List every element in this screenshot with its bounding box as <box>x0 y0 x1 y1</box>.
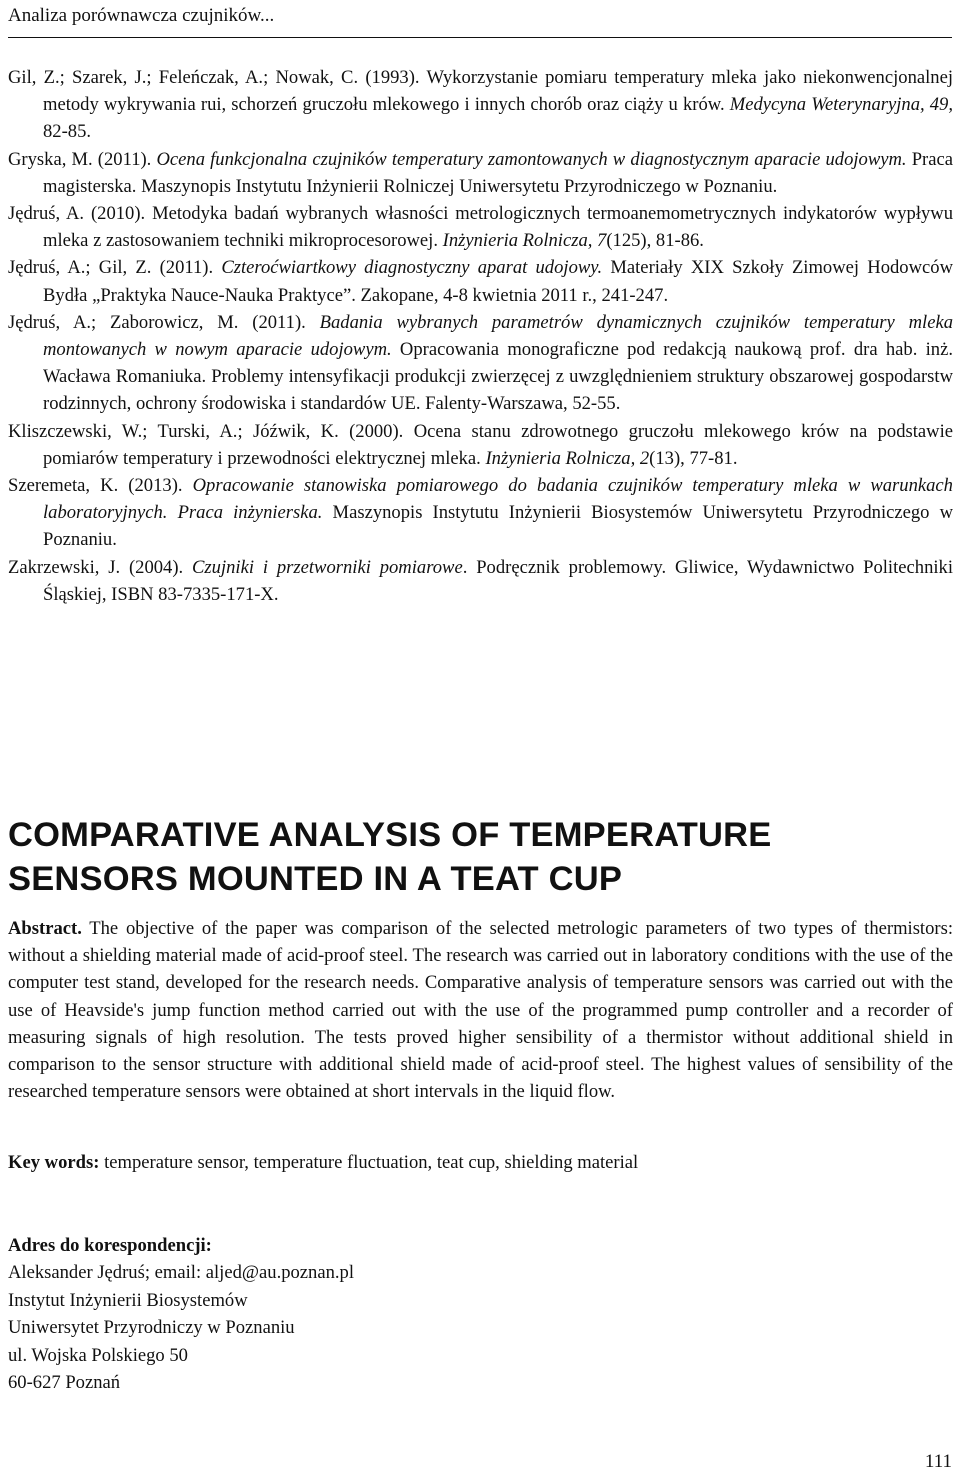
reference-jedrus-2010 <box>8 200 953 254</box>
english-title-line-1: COMPARATIVE ANALYSIS OF TEMPERATURE <box>8 816 772 854</box>
reference-tail: Praca magisterska. Maszynopis Instytutu Inżynierii Rolniczej Uniwersytetu Przyrodniczego w Poznaniu. <box>43 148 953 197</box>
reference-tail: . Podręcznik problemowy. Gliwice, Wydawnictwo Politechniki Śląskiej, ISBN 83-7335-171-X. <box>43 556 953 605</box>
correspondence-block <box>8 1232 953 1396</box>
reference-authors: Szeremeta, K. (2013). <box>8 475 193 497</box>
reference-authors: Gil, Z.; Szarek, J.; Feleńczak, A.; Nowak, C. (1993). <box>8 67 427 88</box>
reference-title: Ocena stanu zdrowotnego gruczołu mlekowego krów na podstawie pomiarów temperatury i przewodności elektrycznej mleka. <box>43 420 953 469</box>
keywords-paragraph <box>8 1149 953 1176</box>
reference-authors: Kliszczewski, W.; Turski, A.; Jóźwik, K. (2000). <box>8 420 414 442</box>
reference-title: Wykorzystanie pomiaru temperatury mleka jako niekonwencjonalnej metody wykrywania rui, schorzeń gruczołu mlekowego i innych chorób oraz ciąży u krów. <box>43 67 953 116</box>
reference-gil-1993 <box>8 64 953 146</box>
reference-authors: Jędruś, A.; Gil, Z. (2011). <box>8 257 222 279</box>
page-number: 111 <box>924 1451 952 1472</box>
keywords-text: temperature sensor, temperature fluctuation, teat cup, shielding material <box>99 1152 639 1173</box>
reference-zakrzewski-2004 <box>8 554 953 608</box>
reference-authors: Gryska, M. (2011). <box>8 148 157 170</box>
abstract-paragraph <box>8 915 953 1105</box>
english-title <box>8 813 953 901</box>
keywords-label: Key words: <box>8 1152 100 1173</box>
correspondence-line: Aleksander Jędruś; email: aljed@au.poznan.pl <box>8 1262 355 1284</box>
reference-kliszczewski-2000 <box>8 418 953 472</box>
correspondence-line: Uniwersytet Przyrodniczy w Poznaniu <box>8 1317 295 1339</box>
reference-tail: 82-85. <box>43 121 92 143</box>
reference-title: Badania wybranych parametrów dynamicznych czujników temperatury mleka montowanych w nowym aparacie udojowym. <box>43 311 953 361</box>
reference-tail: (125), 81-86. <box>606 230 704 252</box>
reference-source: Inżynieria Rolnicza, 2 <box>485 447 650 469</box>
english-title-line-2: SENSORS MOUNTED IN A TEAT CUP <box>8 860 623 898</box>
reference-szeremeta-2013 <box>8 472 953 554</box>
reference-title: Ocena funkcjonalna czujników temperatury zamontowanych w diagnostycznym aparacie udojowym. <box>156 148 907 170</box>
reference-jedrus-zaborowicz-2011 <box>8 309 953 418</box>
reference-title: Czujniki i przetworniki pomiarowe <box>192 556 463 578</box>
reference-source: Medycyna Weterynaryjna, 49, <box>729 94 953 116</box>
correspondence-line: ul. Wojska Polskiego 50 <box>8 1344 188 1366</box>
reference-title: Opracowanie stanowiska pomiarowego do badania czujników temperatury mleka w warunkach laboratoryjnych. Praca inżynierska. <box>43 475 953 524</box>
running-header: Analiza porównawcza czujników... <box>8 5 275 26</box>
reference-authors: Jędruś, A. (2010). <box>8 203 153 225</box>
reference-authors: Jędruś, A.; Zaborowicz, M. (2011). <box>8 311 320 333</box>
correspondence-line: 60-627 Poznań <box>8 1372 121 1394</box>
reference-authors: Zakrzewski, J. (2004). <box>8 556 193 578</box>
reference-tail: Opracowania monograficzne pod redakcją naukową prof. dra hab. inż. Wacława Romaniuka. Problemy intensyfikacji produkcji zwierzęcej z uwzględnieniem struktury obszarowej gospodarstw rodzinnych, ochrony środowiska i standardów UE. Falenty-Warszawa, 52-55. <box>43 339 953 415</box>
reference-tail: Maszynopis Instytutu Inżynierii Biosystemów Uniwersytetu Przyrodniczego w Poznaniu. <box>43 502 953 551</box>
reference-gryska-2011 <box>8 146 953 200</box>
reference-tail: (13), 77-81. <box>649 447 738 469</box>
reference-list <box>8 64 953 608</box>
abstract-label: Abstract. <box>8 918 82 939</box>
reference-title: Metodyka badań wybranych własności metrologicznych termoanemometrycznych indykatorów wypływu mleka z zastosowaniem techniki mikroprocesorowej. <box>43 203 954 252</box>
correspondence-label: Adres do korespondencji: <box>8 1235 212 1256</box>
reference-title: Czteroćwiartkowy diagnostyczny aparat udojowy. <box>221 257 603 279</box>
reference-source: Inżynieria Rolnicza, 7 <box>442 230 607 252</box>
correspondence-line: Instytut Inżynierii Biosystemów <box>8 1289 248 1311</box>
reference-jedrus-gil-2011 <box>8 254 953 308</box>
header-rule <box>8 37 952 38</box>
reference-tail: Materiały XIX Szkoły Zimowej Hodowców Bydła „Praktyka Nauce-Nauka Praktyce”. Zakopane, 4-8 kwietnia 2011 r., 241-247. <box>43 257 954 306</box>
abstract-text: The objective of the paper was comparison of the selected metrologic parameters of two types of thermistors: without a shielding material made of acid-proof steel. The research was carried out in laboratory conditions with the use of the computer test stand, developed for the research needs. Comparative analysis of temperature sensors was carried out with the use of Heavside's jump function method carried out with the use of the programmed pump controller and a recorder of measuring signals of high resolution. The tests proved higher sensibility of a thermistor without additional shield in comparison to the sensor structure with additional shield made of acid-proof steel. The highest values of sensibility of the researched temperature sensors were obtained at short intervals in the liquid flow. <box>8 918 953 1103</box>
